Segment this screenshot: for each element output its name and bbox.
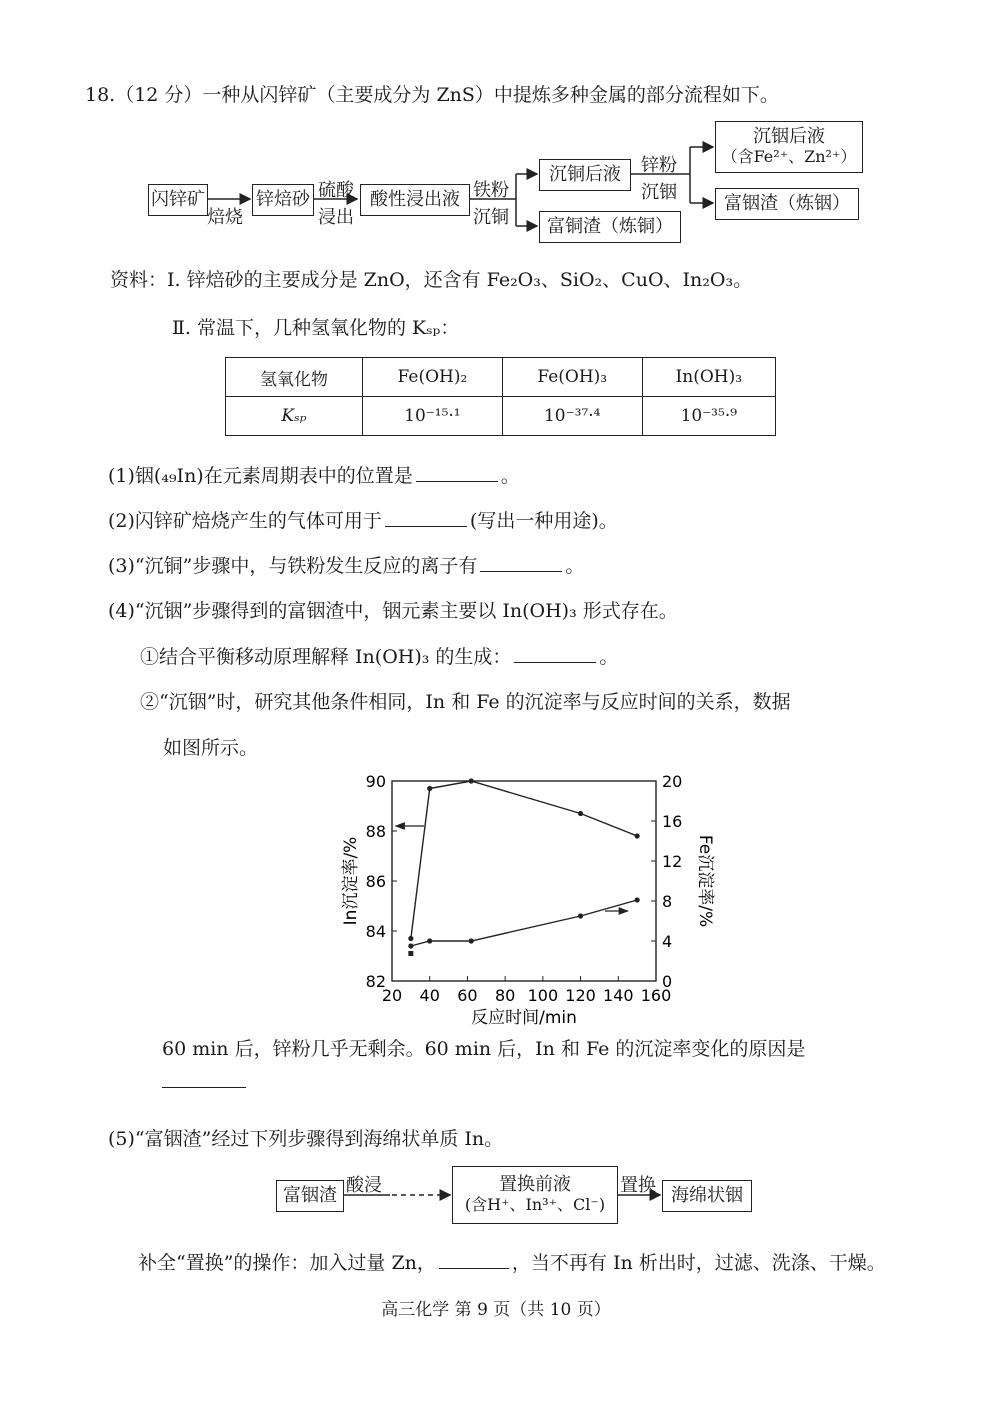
data-point-In	[469, 778, 474, 783]
q4-sub1-text: ①结合平衡移动原理解释 In(OH)₃ 的生成：	[140, 646, 512, 668]
answer-blank[interactable]	[416, 480, 498, 482]
question-4-after-chart: 60 min 后，锌粉几乎无剩余。60 min 后，In 和 Fe 的沉淀率变化的原因是	[162, 1038, 806, 1060]
box-sponge-in: 海绵状铟	[662, 1180, 752, 1212]
data-point-In	[578, 811, 583, 816]
x-tick-label: 160	[640, 986, 672, 1005]
y-left-tick-label: 86	[365, 872, 386, 891]
ksp-value-row	[226, 397, 776, 436]
data-point-Fe	[469, 938, 474, 943]
x-tick-label: 140	[603, 986, 634, 1005]
series-line-Fe	[411, 900, 637, 946]
data-point-In	[635, 833, 640, 838]
ksp-table	[225, 357, 776, 436]
label-precip-cu: 沉铜	[473, 207, 509, 228]
data-point-Fe	[427, 938, 432, 943]
y-right-tick-label: 8	[662, 892, 673, 911]
answer-blank[interactable]	[162, 1086, 246, 1088]
ksp-col-fe-oh3: Fe(OH)₃	[502, 358, 642, 397]
question-header: 18.（12 分）一种从闪锌矿（主要成分为 ZnS）中提炼多种金属的部分流程如下。	[85, 84, 779, 106]
data-point-Fe	[635, 897, 640, 902]
question-5-fill	[138, 1248, 886, 1275]
data-point-Fe	[578, 913, 583, 918]
y-left-tick-label: 90	[365, 772, 386, 791]
box-calcine: 锌焙砂	[252, 184, 314, 216]
label-acid-leach: 酸浸	[346, 1175, 382, 1196]
x-tick-label: 80	[494, 986, 516, 1005]
precipitation-rate-chart	[330, 765, 715, 1028]
data-point-In	[408, 936, 413, 941]
box-cu-slag: 富铜渣（炼铜）	[539, 211, 681, 243]
question-4-sub2-line2: 如图所示。	[163, 737, 259, 759]
question-4-sub2-line1: ②“沉铟”时，研究其他条件相同，In 和 Fe 的沉淀率与反应时间的关系，数据	[140, 691, 791, 713]
x-tick-label: 100	[527, 986, 559, 1005]
x-tick-label: 120	[565, 986, 596, 1005]
box-after-cu: 沉铜后液	[539, 159, 631, 191]
q5-fill-end: ，当不再有 In 析出时，过滤、洗涤、干燥。	[511, 1252, 886, 1274]
q3-end: 。	[565, 555, 585, 577]
question-1	[108, 461, 520, 488]
ksp-value-fe-oh3: 10⁻³⁷·⁴	[502, 397, 642, 436]
box-pre-replacement-line2: (含H⁺、In³⁺、Cl⁻)	[464, 1195, 606, 1215]
box-after-in	[715, 121, 863, 173]
ksp-value-fe-oh2: 10⁻¹⁵·¹	[363, 397, 503, 436]
plot-frame	[392, 781, 656, 981]
y-right-tick-label: 20	[662, 772, 683, 791]
data-point-Fe	[408, 943, 413, 948]
x-axis-label: 反应时间/min	[471, 1008, 577, 1028]
y-left-tick-label: 82	[365, 972, 386, 991]
ksp-row-label: Kₛₚ	[226, 397, 363, 436]
label-roast: 焙烧	[207, 207, 243, 228]
answer-blank[interactable]	[385, 525, 467, 527]
box-after-in-line2: （含Fe²⁺、Zn²⁺）	[721, 147, 857, 167]
answer-blank[interactable]	[439, 1267, 509, 1269]
q2-end: (写出一种用途)。	[469, 510, 618, 532]
q2-text: (2)闪锌矿焙烧产生的气体可用于	[108, 510, 382, 532]
label-zinc-powder: 锌粉	[641, 155, 677, 176]
ksp-col-in-oh3: In(OH)₃	[642, 358, 775, 397]
y-right-tick-label: 0	[662, 972, 673, 991]
box-in-slag: 富铟渣（炼铟）	[715, 188, 859, 220]
question-4-sub1	[140, 642, 618, 669]
q5-fill-text: 补全“置换”的操作：加入过量 Zn，	[138, 1252, 436, 1274]
box-acid-leach: 酸性浸出液	[360, 184, 470, 216]
box-sphalerite: 闪锌矿	[148, 184, 208, 216]
x-tick-label: 40	[419, 986, 440, 1005]
box-in-slag-2: 富铟渣	[276, 1180, 344, 1212]
y-left-tick-label: 84	[365, 922, 386, 941]
ksp-header-row	[226, 358, 776, 397]
answer-blank[interactable]	[514, 661, 596, 663]
x-tick-label: 20	[381, 986, 403, 1005]
data-point-extra	[408, 951, 413, 956]
info-line2: Ⅱ. 常温下，几种氢氧化物的 Kₛₚ：	[172, 317, 460, 339]
label-h2so4: 硫酸	[318, 180, 354, 201]
box-pre-replacement	[452, 1166, 618, 1224]
y-right-tick-label: 16	[662, 812, 683, 831]
y-left-axis-label: In沉淀率/%	[341, 836, 361, 926]
label-precip-in: 沉铟	[641, 182, 677, 203]
question-2	[108, 506, 618, 533]
ksp-header-label: 氢氧化物	[226, 358, 363, 397]
label-leach: 浸出	[318, 207, 354, 228]
question-3	[108, 551, 584, 578]
q1-text: (1)铟(₄₉In)在元素周期表中的位置是	[108, 465, 413, 487]
box-after-in-line1: 沉铟后液	[753, 126, 825, 148]
answer-blank[interactable]	[480, 570, 562, 572]
ksp-value-in-oh3: 10⁻³⁵·⁹	[642, 397, 775, 436]
x-tick-label: 60	[457, 986, 478, 1005]
ksp-col-fe-oh2: Fe(OH)₂	[363, 358, 503, 397]
page-footer: 高三化学 第 9 页（共 10 页）	[381, 1300, 611, 1320]
label-iron-powder: 铁粉	[473, 180, 509, 201]
box-pre-replacement-line1: 置换前液	[499, 1174, 571, 1196]
series-line-In	[411, 781, 637, 939]
data-point-In	[427, 786, 432, 791]
q4-sub1-end: 。	[599, 646, 619, 668]
q1-end: 。	[500, 465, 520, 487]
label-replace: 置换	[620, 1175, 656, 1196]
info-line1: 资料：Ⅰ. 锌焙砂的主要成分是 ZnO，还含有 Fe₂O₃、SiO₂、CuO、In₂O₃。	[110, 269, 753, 291]
y-left-tick-label: 88	[365, 822, 386, 841]
y-right-tick-label: 12	[662, 852, 683, 871]
question-4-stem: (4)“沉铟”步骤得到的富铟渣中，铟元素主要以 In(OH)₃ 形式存在。	[108, 600, 678, 622]
question-5-stem: (5)“富铟渣”经过下列步骤得到海绵状单质 In。	[108, 1128, 504, 1150]
y-right-axis-label: Fe沉淀率/%	[695, 834, 715, 928]
y-right-tick-label: 4	[662, 932, 673, 951]
q3-text: (3)“沉铜”步骤中，与铁粉发生反应的离子有	[108, 555, 478, 577]
